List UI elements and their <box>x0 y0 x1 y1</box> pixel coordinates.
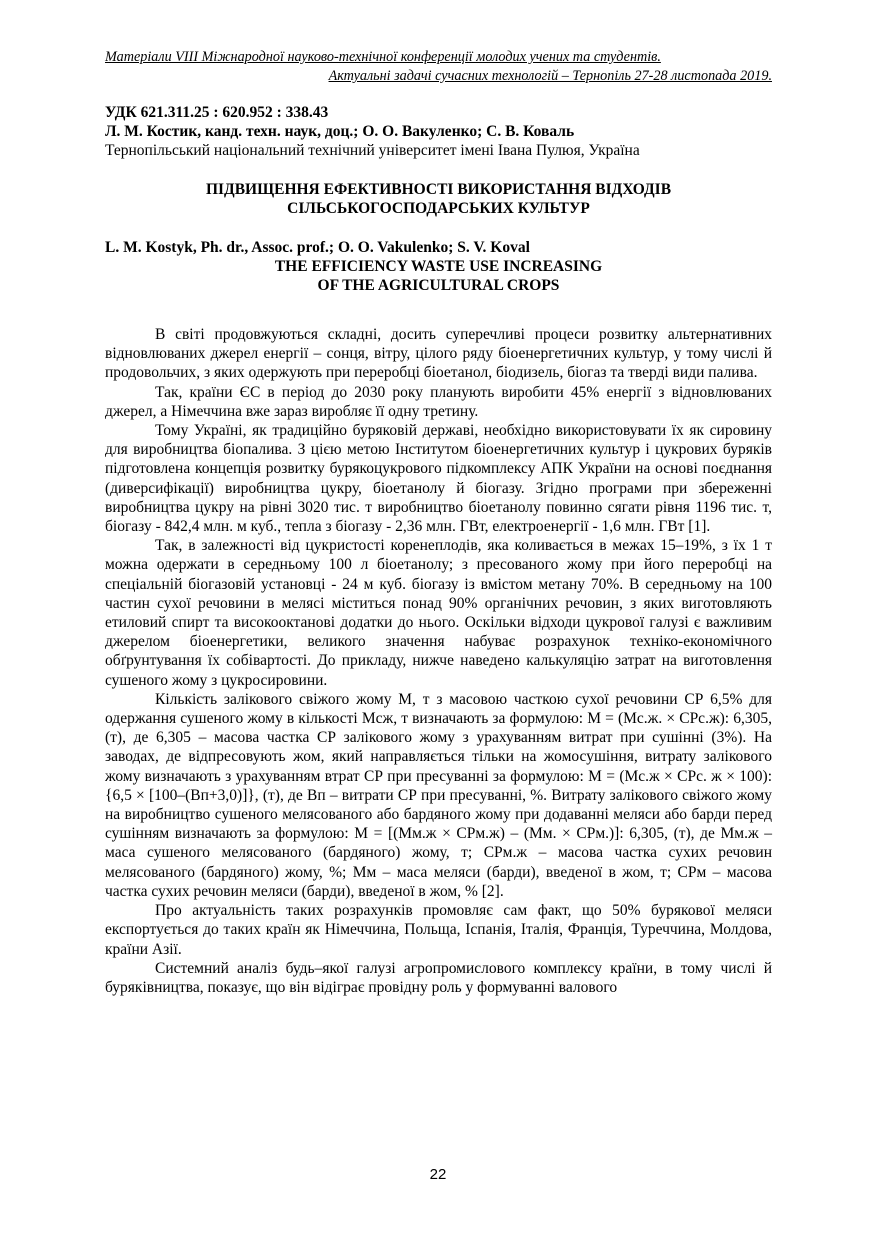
title-ukrainian <box>105 180 772 218</box>
page-number: 22 <box>429 1166 447 1183</box>
udc-code: УДК 621.311.25 : 620.952 : 338.43 <box>105 104 329 121</box>
title-english-line-2: OF THE AGRICULTURAL CROPS <box>317 277 560 294</box>
article-body <box>105 325 772 997</box>
title-english-line-1: THE EFFICIENCY WASTE USE INCREASING <box>274 258 603 275</box>
paragraph-5: Кількість залікового свіжого жому М, т з масовою часткою сухої речовини СР 6,5% для одержання сушеного жому в кількості Мсж, т визначають за формулою: М = (Мс.ж. × СРс.ж): 6,305,(т), де 6,305 – масова частка СР залікового жому з урахуванням витрат при сушінні (3%). На заводах, де відпресовують жом, який направляється тільки на жомосушіння, витрату залікового жому визначають з урахуванням втрат СР при пресуванні за формулою: М = (Мс.ж × СРс. ж × 100): {6,5 × [100–(Вп+3,0)]}, (т), де Вп – витрати СР при пресуванні, %. Витрату залікового свіжого жому на виробництво сушеного мелясованого або бардяного жому при додаванні меляси або барди перед сушінням визначають за формулою: М = [(Мм.ж × СРм.ж) – (Мм. × СРм.)]: 6,305, (т), де Мм.ж – маса сушеного мелясованого (бардяного) жому, т; СРм.ж – масова частка сухих речовин мелясованого (бардяного) жому, %; Мм – маса меляси (барди), введеної в жом, т; СРм – масова частка сухих речовин меляси (барди), введеної в жом, % [2]. <box>105 690 772 900</box>
paragraph-2: Так, країни ЄС в період до 2030 року планують виробити 45% енергії з відновлюваних джерел, а Німеччина вже зараз виробляє її одну третину. <box>105 383 772 420</box>
paragraph-7: Системний аналіз будь–якої галузі агропромислового комплексу країни, в тому числі й буряківництва, показує, що він відіграє провідну роль у формуванні валового <box>105 959 772 996</box>
paragraph-1: В світі продовжуються складні, досить суперечливі процеси розвитку альтернативних відновлюваних джерел енергії – сонця, вітру, цілого ряду біоенергетичних культур, у тому числі й продовольчих, з яких одержують при переробці біоетанол, біодизель, біогаз та тверді види палива. <box>105 326 772 382</box>
running-header-line-2: Актуальні задачі сучасних технологій – Тернопіль 27-28 листопада 2019. <box>328 68 772 84</box>
title-english <box>105 257 772 295</box>
running-header-line-1: Матеріали VIII Міжнародної науково-технічної конференції молодих учених та студентів. <box>105 49 661 65</box>
title-ukrainian-line-1: ПІДВИЩЕННЯ ЕФЕКТИВНОСТІ ВИКОРИСТАННЯ ВІДХОДІВ <box>205 181 672 198</box>
title-ukrainian-line-2: СІЛЬСЬКОГОСПОДАРСЬКИХ КУЛЬТУР <box>287 200 590 217</box>
paragraph-6: Про актуальність таких розрахунків промовляє сам факт, що 50% бурякової меляси експортується до таких країн як Німеччина, Польща, Іспанія, Італія, Франція, Туреччина, Молдова, країни Азії. <box>105 902 772 958</box>
paragraph-4: Так, в залежності від цукристості коренеплодів, яка коливається в межах 15–19%, з їх 1 т можна одержати в середньому 100 л біоетанолу; з пресованого жому при його переробці на спеціальній біогазовій установці - 24 м куб. біогазу із вмістом метану 70%. В середньому на 100 частин сухої речовини в мелясі міститься понад 90% органічних речовин, з яких виготовляють етиловий спирт та високооктанові додатки до нього. Оскільки відходи цукрової галузі є важливим джерелом біоенергетики, великого значення набуває розрахунок техніко-економічного обґрунтування їх собівартості. До прикладу, нижче наведено калькуляцію затрат на виготовлення сушеного жому з цукросировини. <box>105 537 772 689</box>
paragraph-3: Тому Україні, як традиційно буряковій державі, необхідно використовувати їх як сировину для виробництва біопалива. З цією метою Інститутом біоенергетичних культур і цукрових буряків підготовлена концепція розвитку бурякоцукрового підкомплексу АПК України на основі поєднання (диверсифікації) виробництва цукру, біоетанолу й біогазу. Згідно програми при збереженні виробництва цукру на рівні 3020 тис. т виробництво біоетанолу повинно сягати рівня 1196 тис. т, біогазу - 842,4 млн. м куб., тепла з біогазу - 2,36 млн. ГВт, електроенергії - 1,6 млн. ГВт [1]. <box>105 422 772 536</box>
document-page <box>105 48 772 997</box>
affiliation: Тернопільський національний технічний університет імені Івана Пулюя, Україна <box>105 142 640 159</box>
authors-english: L. M. Kostyk, Ph. dr., Assoc. prof.; O. O. Vakulenko; S. V. Koval <box>105 239 530 256</box>
authors-ukrainian: Л. М. Костик, канд. техн. наук, доц.; О. О. Вакуленко; С. В. Коваль <box>105 123 575 140</box>
